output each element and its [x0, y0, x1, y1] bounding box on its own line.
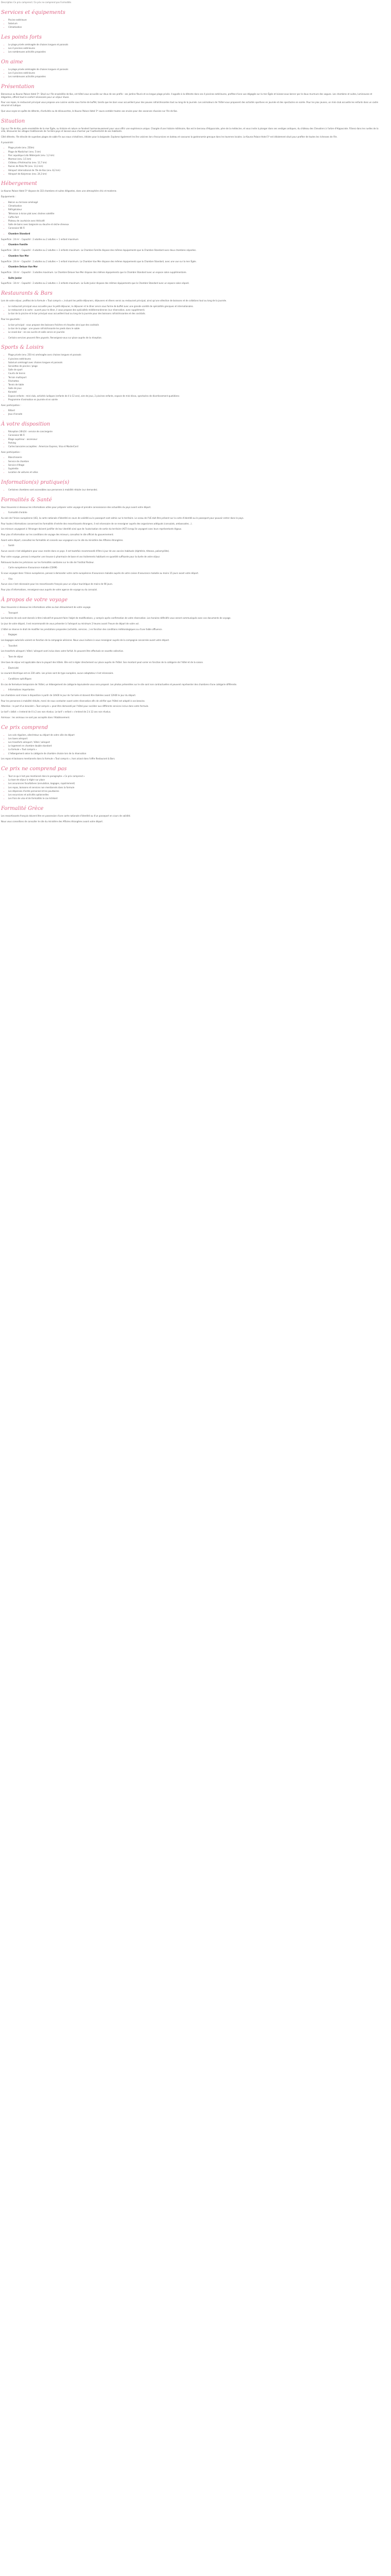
list-item: • Billard [8, 409, 383, 412]
list-item: • La formule « Tout compris » [8, 748, 383, 751]
restaurants-section [1, 290, 383, 339]
room-name: • Chambre Vue Mer [8, 255, 383, 258]
info-list [1, 488, 383, 492]
restaurants-title: Restaurants & Bars [1, 291, 53, 297]
list-item: • Connexion Wi-Fi [8, 434, 383, 437]
paragraph: Vous trouverez ci-dessous les informations utiles au bon déroulement de votre voyage. [1, 605, 91, 608]
paid-label: Avec participation : [1, 450, 21, 453]
subheading-list [1, 688, 383, 691]
list-item: • Solarium [8, 22, 383, 25]
list-item: • Le bar de la plage : une pause rafraîchissante les pieds dans le sable [8, 327, 383, 330]
paragraph: Une taxe de séjour est applicable dans la plupart des hôtels. Elle est à régler directement sur place auprès de l'hôtel. Son montant peut varier en fonction de la catégorie de l'hôtel et de la saison. [1, 660, 204, 664]
paragraph: Le tarif « bébé » s'entend de 0 à 2 ans non révolus. Le tarif « enfant » s'entend de 2 à 12 ans non révolus. [1, 710, 111, 714]
list-item: • Le restaurant à la carte : ouvert pour le dîner, il vous propose des spécialités méditerranéennes (sur réservation, avec supplément). [8, 309, 383, 312]
list-item: • Le restaurant principal vous accueille pour le petit-déjeuner, le déjeuner et le dîner servis sous forme de buffet avec une grande variété de spécialités grecques et internationales. [8, 305, 383, 308]
restaurant-list [1, 305, 383, 315]
subheading: • Formalité d'entrée [8, 511, 383, 514]
list-item: • Terrain multisport [8, 376, 383, 379]
list-item: • 4 piscines extérieures [8, 358, 383, 361]
list-item: • Plateau de courtoisie avec thé/café [8, 219, 383, 223]
list-item: • Courts de tennis [8, 372, 383, 375]
paragraph: Les mineurs voyageant à l'étranger doivent justifier de leur identité ainsi que de l'autorisation de sortie du territoire (AST) lorsqu'ils voyagent sans leurs représentants légaux. [1, 528, 182, 531]
list-item: • Ruines de Palio Pili (env. 13,3 km) [8, 165, 383, 168]
list-item: • Parc aquatique Lido Waterpark (env. 1,2 km) [8, 154, 383, 157]
situation-title: Situation [1, 118, 25, 124]
paragraph: Vous trouverez ci-dessous les informations utiles pour préparer votre voyage et prendre connaissance des actualités du pays avant votre départ. [1, 505, 151, 509]
list-item: • Parking [8, 442, 383, 445]
room-desc: Superficie : 24 m² - Capacité : 2 adultes ou 2 adultes + 1 enfant maximum [1, 238, 78, 241]
paragraph: Avant votre départ, consultez les formalités et conseils aux voyageurs sur le site du ministère des Affaires étrangères. [1, 538, 124, 541]
list-item: • Les 4 piscines extérieures [8, 72, 383, 75]
list-item: • Coffre-fort [8, 216, 383, 219]
subheading: • Santé [8, 544, 383, 547]
list-item: • Certaines chambres sont accessibles aux personnes à mobilité réduite (sur demande). [8, 488, 383, 492]
distances-label: À proximité : [1, 141, 14, 144]
list-item: • Les frais de visa et de formalités le cas échéant [8, 797, 383, 800]
list-item: • Les excursions et activités optionnelles [8, 793, 383, 796]
room-list [1, 232, 383, 235]
room-name: • Chambre Standard [8, 232, 383, 235]
room-desc: Superficie : 38 m² - Capacité : 4 adultes ou 2 adultes + 2 enfants maximum. La Chambre Famille dispose des mêmes équipements que la Chambre Standard avec deux chambres séparées. [1, 249, 197, 252]
services-title: Services et équipements [1, 9, 66, 15]
list-item: • Fléchettes [8, 380, 383, 383]
room-list [1, 243, 383, 246]
list-item: • Piscine extérieure [8, 19, 383, 22]
aime-section [1, 59, 383, 78]
list-item: • Jeux d'arcade [8, 413, 383, 416]
list-item: • Les 4 piscines extérieures [8, 47, 383, 50]
pas-comprend-section [1, 766, 383, 800]
paid-list [1, 456, 383, 474]
paragraph: Pour les personnes à mobilité réduite, merci de nous contacter avant votre réservation afin de vérifier que l'hôtel est adapté à vos besoins. [1, 699, 145, 702]
comprend-list [1, 734, 383, 755]
hebergement-title: Hébergement [1, 181, 37, 187]
situation-section [1, 118, 383, 176]
paragraph: Retrouvez toutes les précisions sur les formalités sanitaires sur le site de l'Institut Pasteur. [1, 561, 94, 564]
list-item: • Plage privée (env. 250m) [8, 146, 383, 149]
dispo-list [1, 430, 383, 448]
paragraph: Pour votre voyage, pensez à emporter une trousse à pharmacie de base et vos traitements habituels en quantité suffisante pour la durée de votre séjour. [1, 555, 160, 558]
subheading-list [1, 645, 383, 648]
equipment-list [1, 201, 383, 230]
paragraph: En cas de fermeture temporaire de l'hôtel, un hébergement de catégorie équivalente vous sera proposé. Les photos présentées sur le site sont non contractuelles et peuvent représenter des chambres d'une catégorie différente. [1, 683, 237, 686]
list-item: • Tout ce qui n'est pas mentionné dans le paragraphe « Ce prix comprend » [8, 775, 383, 778]
paragraph: Les chambres sont mises à disposition à partir de 14h00 le jour de l'arrivée et doivent être libérées avant 12h00 le jour du départ. [1, 694, 136, 697]
list-item: • Certains services peuvent être payants. Renseignez-vous sur place auprès de la réception. [8, 336, 383, 340]
formalite-grece-title: Formalité Grèce [1, 805, 44, 811]
paragraph: Pour plus d'informations, renseignez-vous auprès de votre agence de voyage ou du consulat. [1, 588, 97, 591]
formalite-grece-section [1, 805, 383, 823]
subheading: • Bagages [8, 633, 383, 636]
info-section [1, 479, 383, 492]
list-item: • Étage supérieur - ascenseur [8, 438, 383, 441]
list-item: • Climatisation [8, 205, 383, 208]
subheading-list [1, 667, 383, 670]
subheading: • Informations importantes [8, 688, 383, 691]
list-item: • La plage privée aménagée de chaises longues et parasols [8, 68, 383, 71]
points-list [1, 43, 383, 54]
subheading: • Visa [8, 578, 383, 581]
room-list [1, 277, 383, 280]
list-item: • Les nombreuses activités proposées [8, 75, 383, 78]
propos-section [1, 597, 383, 719]
list-item: • Les repas, boissons et services non mentionnés dans la formule [8, 786, 383, 789]
list-item: • Les taxes aéroport [8, 737, 383, 740]
list-item: • Karaoké [8, 391, 383, 394]
paragraph: Nous vous conseillons de consulter le site du ministère des Affaires étrangères avant votre départ. [1, 820, 103, 823]
list-item: • La taxe de séjour à régler sur place [8, 778, 383, 782]
list-item: • Tennis de table [8, 383, 383, 386]
bars-label: Pour les gourmets : [1, 317, 21, 320]
hebergement-section [1, 180, 383, 285]
equipment-label: Équipements : [1, 195, 16, 198]
formalites-title: Formalités & Santé [1, 497, 52, 503]
paragraph: Pour toutes informations concernant les formalités d'entrée des ressortissants étrangers, il est nécessaire de se renseigner auprès des organismes adéquats (consulats, ambassades…). [1, 522, 192, 525]
page [0, 0, 384, 829]
list-item: • Salle de jeux [8, 387, 383, 390]
sports-section [1, 344, 383, 416]
list-item: • Aéroport international de l'île de Kos (env. 8,2 km) [8, 169, 383, 172]
list-item: • Les nombreuses activités proposées [8, 50, 383, 54]
list-item: • Le bar de la piscine et le bar principal vous accueillent tout au long de la journée pour des boissons rafraîchissantes et des cocktails. [8, 312, 383, 315]
comprend-section [1, 724, 383, 760]
pas-comprend-list [1, 775, 383, 800]
subheading-list [1, 544, 383, 547]
room-desc: Superficie : 34 m² - Capacité : 2 adultes ou 2 adultes + 2 enfants maximum. La Suite Junior dispose des mêmes équipements que la Chambre Standard avec un espace salon séparé. [1, 282, 190, 285]
sports-title: Sports & Loisirs [1, 345, 44, 351]
room-desc: Superficie : 24 m² - Capacité : 2 adultes ou 2 adultes + 1 enfant maximum. La Chambre Vue Mer dispose des mêmes équipements que la Chambre Standard, avec une vue sur la mer Égée. [1, 260, 197, 263]
formalites-section [1, 497, 383, 591]
list-item: • Les vols réguliers, aller/retour au départ de votre ville de départ [8, 734, 383, 737]
paragraph: Aucun visa n'est nécessaire pour les ressortissants français pour un séjour touristique de moins de 90 jours. [1, 583, 113, 586]
list-item: • Plage privée (env. 250 m) aménagée avec chaises longues et parasols [8, 353, 383, 357]
list-item: • Le bar principal : vous propose des boissons fraîches et chaudes ainsi que des cocktails [8, 324, 383, 327]
list-item: • Cartes bancaires acceptées : American Express, Visa et MasterCard [8, 445, 383, 448]
pas-comprend-title: Ce prix ne comprend pas [1, 766, 67, 772]
paragraph: Les bagages autorisés varient en fonction de la compagnie aérienne. Nous vous invitons à vous renseigner auprès de la compagnie concernée avant votre départ. [1, 639, 170, 642]
paragraph: Que vous soyez en quête de détente, d'activités ou de découvertes, le Kouros Palace Hotel 5* saura combler toutes vos envies pour des vacances réussies sur l'île de Kos. [1, 109, 178, 112]
paragraph: Lors de votre séjour, profitez de la formule « Tout compris », incluant les petits-déjeuners, déjeuners et dîners servis au restaurant principal, ainsi qu'une sélection de boissons et de collations tout au long de la journée. [1, 299, 227, 302]
list-item: • Climatisation [8, 26, 383, 29]
list-item: • Supérette [8, 467, 383, 470]
subheading-list [1, 612, 383, 615]
sports-list [1, 353, 383, 401]
subheading: • Conditions spécifiques [8, 677, 383, 681]
list-item: • L'hébergement selon la catégorie de chambre choisie lors de la réservation [8, 752, 383, 755]
subheading: • Carte européenne d'assurance maladie (CEAM) [8, 566, 383, 569]
paragraph: Le courant électrique est en 230 volts. Les prises sont de type européen, aucun adaptateur n'est nécessaire. [1, 672, 114, 675]
list-item: • Salle de bains avec baignoire ou douche et sèche-cheveux [8, 223, 383, 226]
paragraph: Les horaires de vols sont donnés à titre indicatif et peuvent faire l'objet de modifications, y compris après confirmation de votre réservation. Les horaires définitifs vous seront communiqués avec vos documents de voyage. [1, 617, 231, 620]
paragraph: L'hôtel se réserve le droit de modifier les prestations proposées (activités, services…) en fonction des conditions météorologiques ou d'une faible affluence. [1, 628, 162, 631]
room-list [1, 255, 383, 258]
subheading-list [1, 566, 383, 569]
comprend-title: Ce prix comprend [1, 724, 48, 731]
points-section [1, 34, 383, 54]
list-item: • Plage de Mastichari (env. 5 km) [8, 150, 383, 154]
paragraph: Pour plus d'information sur les conditions de voyage des mineurs, consultez le site officiel du gouvernement. [1, 533, 114, 536]
paragraph: Aucun vaccin n'est obligatoire pour vous rendre dans ce pays. Il est toutefois recommandé d'être à jour de vos vaccins habituels (diphtérie, tétanos, poliomyélite). [1, 550, 170, 553]
list-item: • Télévision à écran plat avec chaînes satellite [8, 212, 383, 215]
dispo-title: À votre disposition [1, 421, 51, 428]
paragraph: Pour vos repas, le restaurant principal vous propose une cuisine variée sous forme de buffet, tandis que les bars vous accueillent pour des pauses rafraîchissantes tout au long de la journée. Les animateurs de l'hôtel vous proposent des activités sportives en journée et des spectacles en soirée. Pour les plus jeunes, un mini-club accueille les enfants dans un cadre sécurisé et ludique. [1, 101, 379, 107]
services-list [1, 19, 383, 29]
subheading: • Transfert [8, 645, 383, 648]
aime-list [1, 68, 383, 78]
paragraph: Au sein de l'Union européenne (UE), la carte nationale d'identité en cours de validité ou le passeport sont admis sur le territoire. Le sceau de l'UE doit être présent sur la carte d'identité ou le passeport pour pouvoir entrer dans le pays. [1, 516, 244, 519]
list-item: • Marmari (env. 3,5 km) [8, 158, 383, 161]
subheading: • Électricité [8, 667, 383, 670]
distances-list [1, 146, 383, 175]
paragraph: Côté détente, l'île dévoile de superbes plages de sable fin aux eaux cristallines, idéales pour la baignade. Explorez également les îles voisines lors d'excursions en bateau et savourez la gastronomie grecque dans les tavernes locales. Le Kouros Palace Hotel 5* est idéalement situé pour profiter de toutes les richesses de l'île. [1, 135, 338, 138]
room-name: • Chambre Famille [8, 243, 383, 246]
paragraph: Les ressortissants français doivent être en possession d'une carte nationale d'identité ou d'un passeport en cours de validité. [1, 814, 131, 817]
list-item: • Espace enfants : mini-club, activités ludiques (enfants de 4 à 12 ans), aire de jeux, 2 piscines enfants, espace de mini-disco, spectacles de divertissement quotidiens [8, 395, 383, 398]
list-item: • Les assurances facultatives (annulation, bagages, rapatriement) [8, 782, 383, 785]
list-item: • Blanchisserie [8, 456, 383, 459]
list-item: • Le logement en chambre double standard [8, 744, 383, 748]
subheading: • Transport [8, 612, 383, 615]
list-item: • Serviettes de piscine / plage [8, 365, 383, 368]
room-list [1, 265, 383, 268]
bars-list [1, 324, 383, 334]
list-item: • Réception 24h/24 - service de conciergerie [8, 430, 383, 433]
dispo-section [1, 421, 383, 474]
room-desc: Superficie : 33 m² - Capacité : 3 adultes maximum. La Chambre Deluxe Vue Mer dispose des mêmes équipements que la Chambre Standard avec un espace salon supplémentaire. [1, 270, 187, 274]
subheading-list [1, 511, 383, 514]
paragraph: Le jour de votre départ, il est recommandé de vous présenter à l'aéroport au minimum 2 heures avant l'heure de départ de votre vol. [1, 622, 139, 625]
list-item: • Salle de sport [8, 368, 383, 371]
subheading-list [1, 655, 383, 658]
paragraph: Bienvenue au Kouros Palace Hotel 5*. Situé sur l'île ensoleillée de Kos, cet hôtel vous accueille sur deux de ses profils : ses jardins fleuris et sa longue plage privée. Il appelle à la détente dans ses 4 piscines extérieures, profitez d'une vue dégagée sur la mer Égée et laissez-vous bercer par le doux murmure des vagues. Les chambres et suites, lumineuses et élégantes, offrent tout le confort nécessaire pour un séjour réussi. [1, 93, 372, 98]
list-item: • Château d'Antimachia (env. 12,7 km) [8, 161, 383, 164]
subheading: • Taxe de séjour [8, 655, 383, 658]
list-item: • Connexion Wi-Fi [8, 227, 383, 230]
paid-list [1, 409, 383, 416]
room-name: • Chambre Deluxe Vue Mer [8, 265, 383, 268]
breadcrumb-tabs: Description Ce prix comprend / Ce prix ne comprend pas Formalités [1, 1, 71, 4]
paragraph: Cap sur l'île de Kos, perle ensoleillée de la mer Égée, ou histoire et nature se fondent harmonieusement pour vous offrir une expérience unique. Chargée d'une histoire millénaire, Kos est le berceau d'Hippocrate, père de la médecine, et vous invite à plonger dans ses vestiges antiques, du château des Chevaliers à l'arbre d'Hippocrate. Flânez dans les ruelles de la ville, découvrez les villages traditionnels de l'arrière-pays et laissez-vous charmer par l'authenticité de ses habitants. [1, 127, 379, 133]
paragraph: Attention : le port d'un bracelet « Tout compris » peut être demandé par l'hôtel pour accéder aux différents services inclus dans votre formule. [1, 705, 149, 708]
paragraph: Le Kouros Palace Hotel 5* dispose de 333 chambres et suites élégantes, dans une atmosphère chic et moderne. [1, 190, 117, 193]
presentation-title: Présentation [1, 84, 35, 90]
info-title: Information(s) pratique(s) [1, 479, 70, 485]
aime-title: On aime [1, 59, 23, 65]
list-item: • Réfrigérateur [8, 208, 383, 211]
paragraph: Les repas et boissons mentionnés dans la formule « Tout compris », hors alcool dans l'offre Restaurant & Bars. [1, 757, 116, 760]
list-item: • Aéroport de Kalymnos (env. 24,3 km) [8, 173, 383, 176]
list-item: • Programme d'animation en journée et en soirée [8, 398, 383, 401]
list-item: • Service d'étage [8, 464, 383, 467]
subheading-list [1, 677, 383, 681]
propos-title: À propos de votre voyage [1, 597, 68, 603]
presentation-section [1, 83, 383, 113]
list-item: • Balcon ou terrasse aménagé [8, 201, 383, 204]
subheading-list [1, 578, 383, 581]
services-section [1, 9, 383, 29]
list-item: • Les dépenses d'ordre personnel et les pourboires [8, 790, 383, 793]
paragraph: Si vous voyagez dans l'Union européenne, pensez à demander votre carte européenne d'assurance maladie auprès de votre caisse d'assurance maladie au moins 15 jours avant votre départ. [1, 572, 199, 574]
list-item: • Les transferts aéroport / hôtel / aéroport [8, 741, 383, 744]
points-title: Les points forts [1, 34, 42, 40]
subheading-list [1, 633, 383, 636]
list-item: • Service de chambre [8, 460, 383, 463]
list-item: • Le snack-bar : en-cas sucrés et salés servis en journée [8, 331, 383, 334]
room-name: • Suite Junior [8, 277, 383, 280]
list-item: • Solarium aménagé avec chaises longues et parasols [8, 361, 383, 364]
list-item: • Location de voitures et vélos [8, 471, 383, 474]
note-list [1, 336, 383, 340]
list-item: • Le plage privée aménagée de chaises longues et parasols [8, 43, 383, 46]
paragraph: Les transferts aéroport / hôtel / aéroport sont inclus dans votre forfait. Ils peuvent être effectués en navette collective. [1, 650, 124, 653]
paragraph: Animaux : les animaux ne sont pas acceptés dans l'établissement. [1, 716, 70, 719]
paid-label: Avec participation : [1, 403, 21, 406]
